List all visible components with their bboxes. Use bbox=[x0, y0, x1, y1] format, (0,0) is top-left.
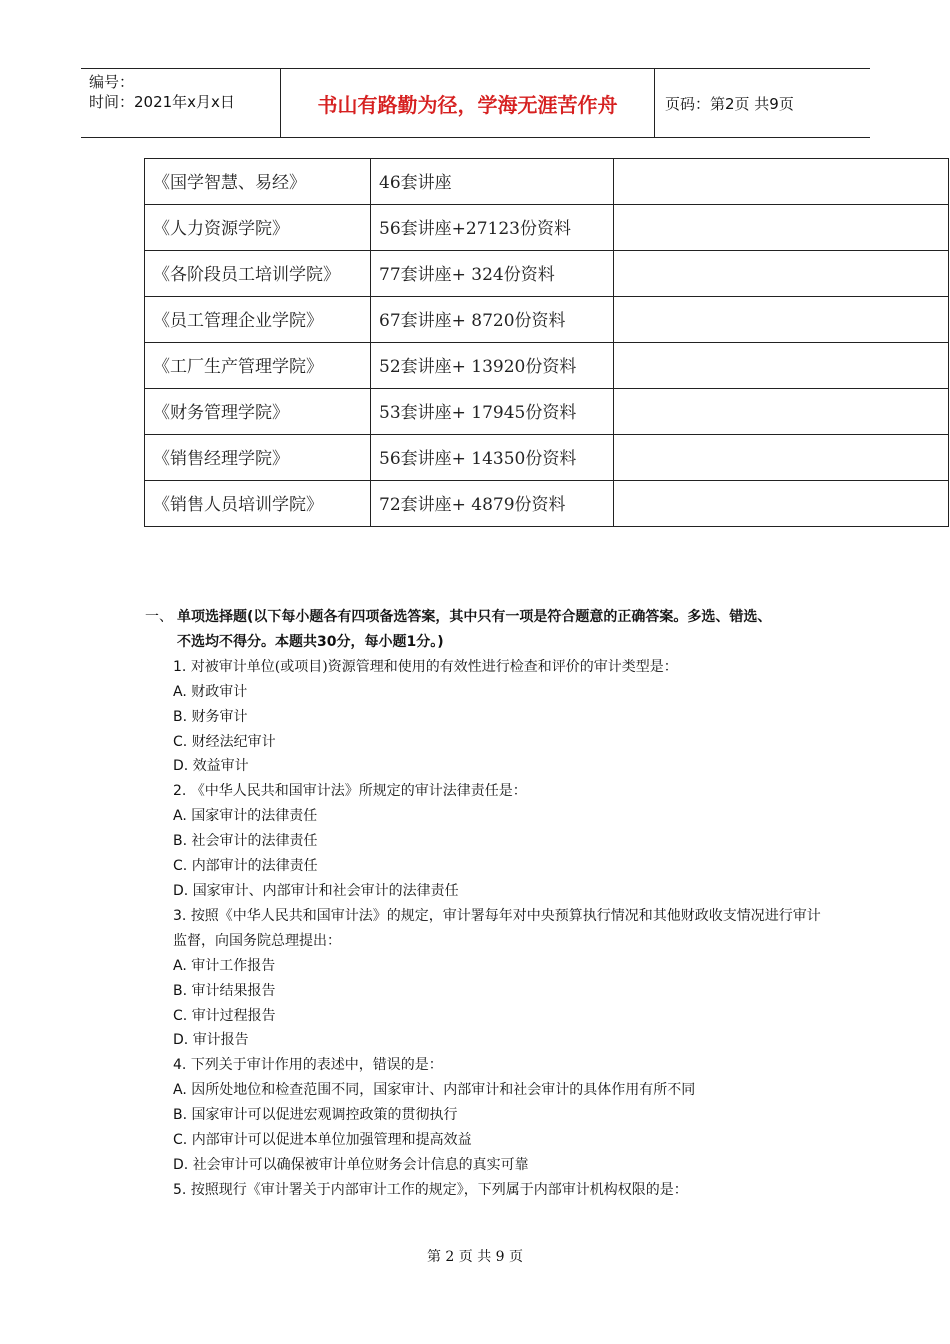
option-key: C. bbox=[173, 733, 188, 750]
option-item bbox=[145, 730, 825, 755]
question-item bbox=[145, 1178, 825, 1203]
catalog-desc-cell: 53套讲座+ 17945份资料 bbox=[371, 389, 614, 435]
option-text: 内部审计可以促进本单位加强管理和提高效益 bbox=[191, 1132, 472, 1149]
catalog-name-cell: 《各阶段员工培训学院》 bbox=[145, 251, 371, 297]
question-number: 3. bbox=[173, 907, 187, 924]
section-number: 一、 bbox=[145, 609, 173, 625]
catalog-name-cell: 《国学智慧、易经》 bbox=[145, 159, 371, 205]
catalog-row bbox=[145, 251, 949, 297]
exam-content bbox=[145, 605, 825, 1203]
catalog-name-cell: 《员工管理企业学院》 bbox=[145, 297, 371, 343]
option-text: 效益审计 bbox=[192, 758, 249, 775]
question-item bbox=[145, 1053, 825, 1078]
catalog-row bbox=[145, 435, 949, 481]
option-item bbox=[145, 1128, 825, 1153]
option-item bbox=[145, 954, 825, 979]
catalog-extra-cell bbox=[614, 481, 949, 527]
catalog-name-cell: 《财务管理学院》 bbox=[145, 389, 371, 435]
catalog-name-cell: 《销售经理学院》 bbox=[145, 435, 371, 481]
question-item bbox=[145, 904, 825, 954]
option-key: A. bbox=[173, 808, 187, 825]
question-number: 4. bbox=[173, 1057, 187, 1074]
page-header bbox=[81, 68, 870, 138]
option-text: 国家审计可以促进宏观调控政策的贯彻执行 bbox=[191, 1107, 458, 1124]
option-key: C. bbox=[173, 1007, 188, 1024]
section-title-line1: 单项选择题(以下每小题各有四项备选答案，其中只有一项是符合题意的正确答案。多选、错选、 bbox=[177, 609, 772, 625]
catalog-name-cell: 《人力资源学院》 bbox=[145, 205, 371, 251]
option-text: 国家审计的法律责任 bbox=[191, 808, 318, 825]
header-motto: 书山有路勤为径，学海无涯苦作舟 bbox=[281, 69, 655, 137]
option-key: A. bbox=[173, 957, 187, 974]
option-text: 审计报告 bbox=[192, 1032, 249, 1049]
option-key: B. bbox=[173, 982, 188, 999]
question-text: 《中华人民共和国审计法》所规定的审计法律责任是： bbox=[190, 783, 527, 800]
option-item bbox=[145, 879, 825, 904]
option-text: 审计过程报告 bbox=[191, 1007, 276, 1024]
catalog-name-cell: 《工厂生产管理学院》 bbox=[145, 343, 371, 389]
catalog-name-cell: 《销售人员培训学院》 bbox=[145, 481, 371, 527]
catalog-row bbox=[145, 159, 949, 205]
question-number: 2. bbox=[173, 783, 187, 800]
option-item bbox=[145, 680, 825, 705]
doc-time-label: 时间：2021年x月x日 bbox=[89, 93, 235, 111]
option-item bbox=[145, 705, 825, 730]
option-key: A. bbox=[173, 683, 187, 700]
question-text: 按照《中华人民共和国审计法》的规定，审计署每年对中央预算执行情况和其他财政收支情况进行审计监督，向国务院总理提出： bbox=[173, 907, 821, 949]
catalog-extra-cell bbox=[614, 251, 949, 297]
catalog-row bbox=[145, 389, 949, 435]
course-catalog-table bbox=[144, 158, 949, 527]
option-key: D. bbox=[173, 882, 189, 899]
catalog-desc-cell: 77套讲座+ 324份资料 bbox=[371, 251, 614, 297]
header-meta bbox=[81, 69, 281, 137]
option-item bbox=[145, 804, 825, 829]
catalog-row bbox=[145, 481, 949, 527]
option-key: B. bbox=[173, 833, 188, 850]
question-item bbox=[145, 655, 825, 680]
question-number: 1. bbox=[173, 658, 187, 675]
option-text: 财政审计 bbox=[191, 683, 248, 700]
option-item bbox=[145, 829, 825, 854]
option-text: 国家审计、内部审计和社会审计的法律责任 bbox=[192, 882, 459, 899]
option-text: 财经法纪审计 bbox=[191, 733, 276, 750]
option-item bbox=[145, 1004, 825, 1029]
catalog-desc-cell: 67套讲座+ 8720份资料 bbox=[371, 297, 614, 343]
catalog-extra-cell bbox=[614, 297, 949, 343]
catalog-extra-cell bbox=[614, 159, 949, 205]
option-text: 内部审计的法律责任 bbox=[191, 858, 318, 875]
question-text: 对被审计单位(或项目)资源管理和使用的有效性进行检查和评价的审计类型是： bbox=[190, 658, 678, 675]
question-text: 按照现行《审计署关于内部审计工作的规定》，下列属于内部审计机构权限的是： bbox=[190, 1181, 688, 1198]
catalog-row bbox=[145, 205, 949, 251]
option-item bbox=[145, 1153, 825, 1178]
catalog-row bbox=[145, 343, 949, 389]
catalog-extra-cell bbox=[614, 205, 949, 251]
question-number: 5. bbox=[173, 1181, 187, 1198]
option-item bbox=[145, 1028, 825, 1053]
catalog-desc-cell: 52套讲座+ 13920份资料 bbox=[371, 343, 614, 389]
catalog-extra-cell bbox=[614, 435, 949, 481]
option-text: 财务审计 bbox=[191, 708, 248, 725]
option-text: 社会审计的法律责任 bbox=[191, 833, 318, 850]
section-title-line2: 不选均不得分。本题共30分，每小题1分。) bbox=[177, 633, 444, 650]
catalog-extra-cell bbox=[614, 389, 949, 435]
doc-number-label: 编号： bbox=[89, 73, 135, 91]
catalog-extra-cell bbox=[614, 343, 949, 389]
option-item bbox=[145, 979, 825, 1004]
question-list bbox=[145, 655, 825, 1203]
option-key: D. bbox=[173, 758, 189, 775]
option-text: 社会审计可以确保被审计单位财务会计信息的真实可靠 bbox=[192, 1156, 529, 1173]
option-key: C. bbox=[173, 858, 188, 875]
catalog-desc-cell: 56套讲座+27123份资料 bbox=[371, 205, 614, 251]
question-text: 下列关于审计作用的表述中，错误的是： bbox=[190, 1057, 443, 1074]
question-item bbox=[145, 779, 825, 804]
section-title bbox=[145, 605, 825, 655]
option-key: A. bbox=[173, 1082, 187, 1099]
option-key: B. bbox=[173, 708, 188, 725]
option-item bbox=[145, 754, 825, 779]
option-text: 审计工作报告 bbox=[191, 957, 276, 974]
option-key: D. bbox=[173, 1156, 189, 1173]
catalog-desc-cell: 46套讲座 bbox=[371, 159, 614, 205]
option-item bbox=[145, 854, 825, 879]
option-item bbox=[145, 1103, 825, 1128]
option-item bbox=[145, 1078, 825, 1103]
header-page-info: 页码：第2页 共9页 bbox=[665, 94, 794, 113]
page-footer: 第 2 页 共 9 页 bbox=[426, 1249, 524, 1265]
option-text: 审计结果报告 bbox=[191, 982, 276, 999]
option-key: D. bbox=[173, 1032, 189, 1049]
catalog-row bbox=[145, 297, 949, 343]
option-key: C. bbox=[173, 1132, 188, 1149]
option-text: 因所处地位和检查范围不同，国家审计、内部审计和社会审计的具体作用有所不同 bbox=[191, 1082, 696, 1099]
option-key: B. bbox=[173, 1107, 188, 1124]
catalog-desc-cell: 56套讲座+ 14350份资料 bbox=[371, 435, 614, 481]
catalog-desc-cell: 72套讲座+ 4879份资料 bbox=[371, 481, 614, 527]
